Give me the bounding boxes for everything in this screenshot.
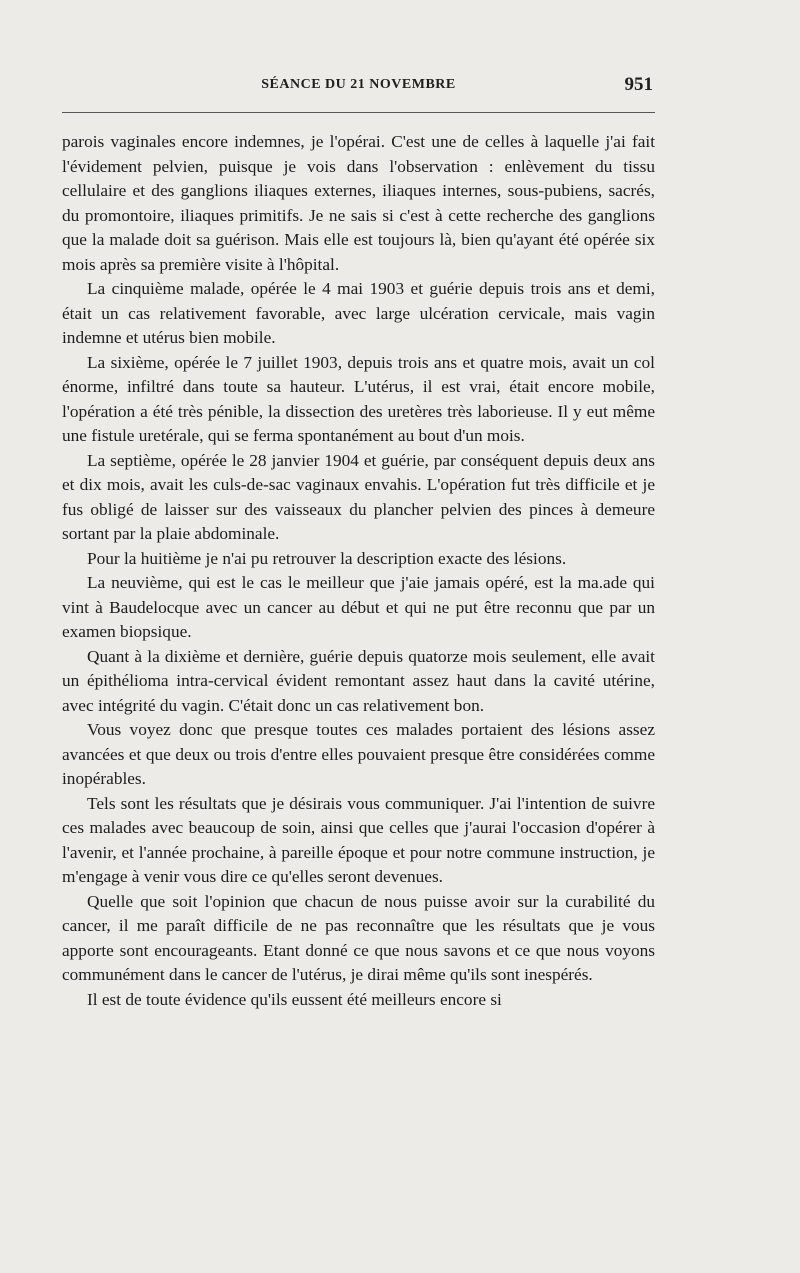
paragraph: Quant à la dixième et dernière, guérie depuis quatorze mois seulement, elle avait un épithélioma intra-cervical évident remontant assez haut dans la cavité utérine, avec intégrité du vagin. C'était donc un cas relativement bon. <box>62 646 655 715</box>
paragraph: Il est de toute évidence qu'ils eussent été meilleurs encore si <box>87 989 502 1009</box>
paragraph: La neuvième, qui est le cas le meilleur que j'aie jamais opéré, est la ma.ade qui vint à Baudelocque avec un cancer au début et qui ne put être reconnu que par un examen biopsique. <box>62 573 655 641</box>
body-text <box>62 130 655 1012</box>
paragraph: Tels sont les résultats que je désirais vous communiquer. J'ai l'intention de suivre ces malades avec beaucoup de soin, ainsi que celles que j'aurai l'occasion d'opérer à l'avenir, et l'année prochaine, à pareille époque et pour notre commune instruction, je m'engage à venir vous dire ce qu'elles seront devenues. <box>62 793 655 886</box>
paragraph: Quelle que soit l'opinion que chacun de nous puisse avoir sur la curabilité du cancer, il me paraît difficile de ne pas reconnaître que les résultats que je vous apporte sont encourageants. Etant donné ce que nous savons et ce que nous voyons communément dans le cancer de l'utérus, je dirai même qu'ils sont inespérés. <box>62 891 655 984</box>
page-number: 951 <box>624 74 653 95</box>
paragraph: La septième, opérée le 28 janvier 1904 et guérie, par conséquent depuis deux ans et dix mois, avait les culs-de-sac vaginaux envahis. L'opération fut très difficile et je fus obligé de laisser sur des vaisseaux du plancher pelvien des pinces à demeure sortant par la plaie abdominale. <box>62 450 655 543</box>
running-header <box>62 74 655 100</box>
paragraph: La cinquième malade, opérée le 4 mai 1903 et guérie depuis trois ans et demi, était un cas relativement favorable, avec large ulcération cervicale, mais vagin indemne et utérus bien mobile. <box>62 279 655 347</box>
header-rule <box>62 112 655 113</box>
paragraph: La sixième, opérée le 7 juillet 1903, depuis trois ans et quatre mois, avait un col énorme, infiltré dans toute sa hauteur. L'utérus, il est vrai, était encore mobile, l'opération a été très pénible, la dissection des uretères très laborieuse. Il y eut même une fistule uretérale, qui se ferma spontanément au bout d'un mois. <box>62 352 655 445</box>
paragraph: Pour la huitième je n'ai pu retrouver la description exacte des lésions. <box>87 548 567 568</box>
paragraph: Vous voyez donc que presque toutes ces malades portaient des lésions assez avancées et que deux ou trois d'entre elles pouvaient presque être considérées comme inopérables. <box>62 720 655 788</box>
paragraph: parois vaginales encore indemnes, je l'opérai. C'est une de celles à laquelle j'ai fait l'évidement pelvien, puisque je vois dans l'observation : enlèvement du tissu cellulaire et des ganglions iliaques externes, iliaques internes, sous-pubiens, sacrés, du promontoire, iliaques primitifs. Je ne sais si c'est à cette recherche des ganglions que la malade doit sa guérison. Mais elle est toujours là, bien qu'ayant été opérée six mois après sa première visite à l'hôpital. <box>62 132 655 274</box>
running-title: SÉANCE DU 21 NOVEMBRE <box>261 77 456 92</box>
